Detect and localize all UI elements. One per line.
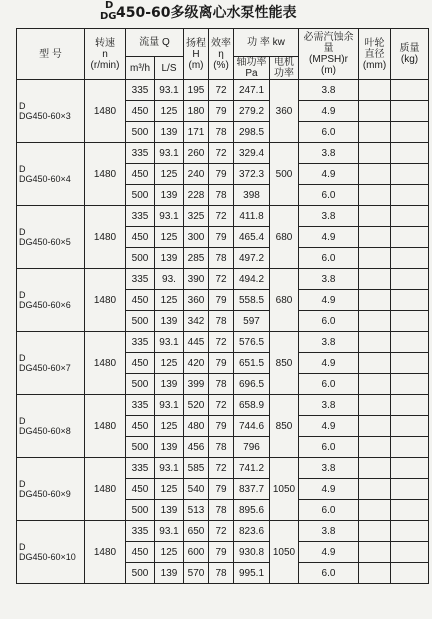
flow-ls-cell: 125 xyxy=(155,479,184,500)
title-text: 450-60多级离心水泵性能表 xyxy=(116,5,297,21)
head-cell: 342 xyxy=(184,311,209,332)
flow-ls-cell: 125 xyxy=(155,164,184,185)
head-cell: 228 xyxy=(184,185,209,206)
speed-cell: 1480 xyxy=(85,269,126,332)
flow-m3h-cell: 335 xyxy=(126,458,155,479)
shaft-power-cell: 411.8 xyxy=(234,206,270,227)
speed-cell: 1480 xyxy=(85,332,126,395)
npsh-cell: 6.0 xyxy=(299,500,359,521)
shaft-power-cell: 279.2 xyxy=(234,101,270,122)
flow-m3h-cell: 335 xyxy=(126,521,155,542)
flow-ls-cell: 125 xyxy=(155,542,184,563)
mass-cell xyxy=(391,374,429,395)
npsh-cell: 3.8 xyxy=(299,143,359,164)
impeller-cell xyxy=(359,458,391,479)
flow-m3h-cell: 450 xyxy=(126,227,155,248)
model-name: DG450-60×5 xyxy=(19,237,71,247)
head-cell: 520 xyxy=(184,395,209,416)
mass-cell xyxy=(391,206,429,227)
header-speed: 转速 n (r/min) xyxy=(85,29,126,80)
flow-ls-cell: 93.1 xyxy=(155,458,184,479)
flow-ls-cell: 139 xyxy=(155,122,184,143)
efficiency-cell: 78 xyxy=(209,374,234,395)
npsh-cell: 3.8 xyxy=(299,458,359,479)
flow-ls-cell: 125 xyxy=(155,101,184,122)
head-cell: 585 xyxy=(184,458,209,479)
shaft-power-cell: 576.5 xyxy=(234,332,270,353)
efficiency-cell: 72 xyxy=(209,521,234,542)
npsh-cell: 3.8 xyxy=(299,395,359,416)
efficiency-cell: 72 xyxy=(209,143,234,164)
flow-ls-cell: 139 xyxy=(155,563,184,584)
mass-cell xyxy=(391,458,429,479)
efficiency-cell: 78 xyxy=(209,437,234,458)
document-title xyxy=(100,2,297,24)
header-npsh: 必需汽蚀余量 (MPSH)r (m) xyxy=(299,29,359,80)
shaft-power-cell: 597 xyxy=(234,311,270,332)
impeller-cell xyxy=(359,479,391,500)
head-cell: 300 xyxy=(184,227,209,248)
mass-cell xyxy=(391,479,429,500)
model-prefix: D xyxy=(19,164,26,174)
npsh-cell: 6.0 xyxy=(299,311,359,332)
npsh-cell: 4.9 xyxy=(299,479,359,500)
flow-ls-cell: 139 xyxy=(155,185,184,206)
npsh-cell: 4.9 xyxy=(299,542,359,563)
shaft-power-cell: 497.2 xyxy=(234,248,270,269)
table-row xyxy=(17,332,429,353)
model-prefix: D xyxy=(19,101,26,111)
mass-cell xyxy=(391,164,429,185)
efficiency-cell: 72 xyxy=(209,395,234,416)
header-mass: 质量 (kg) xyxy=(391,29,429,80)
flow-ls-cell: 125 xyxy=(155,290,184,311)
impeller-cell xyxy=(359,563,391,584)
mass-cell xyxy=(391,122,429,143)
efficiency-cell: 79 xyxy=(209,416,234,437)
shaft-power-cell: 837.7 xyxy=(234,479,270,500)
efficiency-cell: 78 xyxy=(209,248,234,269)
motor-power-cell: 1050 xyxy=(270,458,299,521)
flow-m3h-cell: 500 xyxy=(126,563,155,584)
impeller-cell xyxy=(359,80,391,101)
efficiency-cell: 78 xyxy=(209,311,234,332)
npsh-cell: 4.9 xyxy=(299,290,359,311)
header-flow: 流量 Q xyxy=(126,29,184,57)
model-prefix: D xyxy=(19,416,26,426)
impeller-cell xyxy=(359,143,391,164)
flow-m3h-cell: 500 xyxy=(126,185,155,206)
header-model: 型 号 xyxy=(17,29,85,80)
model-prefix: D xyxy=(19,290,26,300)
title-prefix xyxy=(100,2,116,24)
impeller-cell xyxy=(359,101,391,122)
impeller-cell xyxy=(359,311,391,332)
table-row xyxy=(17,80,429,101)
table-row xyxy=(17,269,429,290)
title-prefix-top: D xyxy=(105,0,114,11)
motor-power-cell: 680 xyxy=(270,206,299,269)
flow-ls-cell: 93. xyxy=(155,269,184,290)
shaft-power-cell: 558.5 xyxy=(234,290,270,311)
flow-m3h-cell: 500 xyxy=(126,122,155,143)
shaft-power-cell: 494.2 xyxy=(234,269,270,290)
mass-cell xyxy=(391,521,429,542)
efficiency-cell: 79 xyxy=(209,479,234,500)
flow-ls-cell: 139 xyxy=(155,248,184,269)
impeller-cell xyxy=(359,332,391,353)
head-cell: 445 xyxy=(184,332,209,353)
flow-ls-cell: 139 xyxy=(155,500,184,521)
shaft-power-cell: 465.4 xyxy=(234,227,270,248)
head-cell: 325 xyxy=(184,206,209,227)
shaft-power-cell: 744.6 xyxy=(234,416,270,437)
mass-cell xyxy=(391,353,429,374)
flow-ls-cell: 93.1 xyxy=(155,521,184,542)
npsh-cell: 6.0 xyxy=(299,248,359,269)
flow-ls-cell: 93.1 xyxy=(155,395,184,416)
speed-cell: 1480 xyxy=(85,143,126,206)
impeller-cell xyxy=(359,269,391,290)
shaft-power-cell: 651.5 xyxy=(234,353,270,374)
speed-cell: 1480 xyxy=(85,80,126,143)
performance-table xyxy=(16,28,429,584)
npsh-cell: 6.0 xyxy=(299,437,359,458)
flow-ls-cell: 139 xyxy=(155,311,184,332)
model-name: DG450-60×7 xyxy=(19,363,71,373)
header-head: 扬程 H (m) xyxy=(184,29,209,80)
table-row xyxy=(17,395,429,416)
npsh-cell: 4.9 xyxy=(299,416,359,437)
motor-power-cell: 680 xyxy=(270,269,299,332)
model-cell xyxy=(17,269,85,332)
impeller-cell xyxy=(359,374,391,395)
header-motor-power: 电机 功率 xyxy=(270,57,299,80)
motor-power-cell: 850 xyxy=(270,332,299,395)
speed-cell: 1480 xyxy=(85,521,126,584)
npsh-cell: 6.0 xyxy=(299,374,359,395)
shaft-power-cell: 398 xyxy=(234,185,270,206)
mass-cell xyxy=(391,185,429,206)
shaft-power-cell: 247.1 xyxy=(234,80,270,101)
head-cell: 180 xyxy=(184,101,209,122)
efficiency-cell: 79 xyxy=(209,542,234,563)
speed-cell: 1480 xyxy=(85,458,126,521)
npsh-cell: 6.0 xyxy=(299,563,359,584)
motor-power-cell: 500 xyxy=(270,143,299,206)
mass-cell xyxy=(391,437,429,458)
flow-m3h-cell: 335 xyxy=(126,206,155,227)
speed-cell: 1480 xyxy=(85,206,126,269)
flow-m3h-cell: 335 xyxy=(126,269,155,290)
head-cell: 480 xyxy=(184,416,209,437)
flow-m3h-cell: 450 xyxy=(126,542,155,563)
npsh-cell: 3.8 xyxy=(299,332,359,353)
impeller-cell xyxy=(359,185,391,206)
npsh-cell: 6.0 xyxy=(299,122,359,143)
efficiency-cell: 78 xyxy=(209,563,234,584)
impeller-cell xyxy=(359,437,391,458)
mass-cell xyxy=(391,332,429,353)
shaft-power-cell: 658.9 xyxy=(234,395,270,416)
mass-cell xyxy=(391,311,429,332)
mass-cell xyxy=(391,80,429,101)
model-name: DG450-60×6 xyxy=(19,300,71,310)
title-prefix-bottom: DG xyxy=(100,11,117,22)
head-cell: 513 xyxy=(184,500,209,521)
impeller-cell xyxy=(359,500,391,521)
flow-ls-cell: 125 xyxy=(155,227,184,248)
flow-m3h-cell: 450 xyxy=(126,416,155,437)
shaft-power-cell: 372.3 xyxy=(234,164,270,185)
flow-m3h-cell: 450 xyxy=(126,101,155,122)
mass-cell xyxy=(391,416,429,437)
impeller-cell xyxy=(359,521,391,542)
head-cell: 195 xyxy=(184,80,209,101)
impeller-cell xyxy=(359,353,391,374)
shaft-power-cell: 696.5 xyxy=(234,374,270,395)
efficiency-cell: 72 xyxy=(209,458,234,479)
head-cell: 420 xyxy=(184,353,209,374)
npsh-cell: 4.9 xyxy=(299,227,359,248)
efficiency-cell: 72 xyxy=(209,80,234,101)
shaft-power-cell: 995.1 xyxy=(234,563,270,584)
flow-m3h-cell: 450 xyxy=(126,353,155,374)
model-prefix: D xyxy=(19,479,26,489)
mass-cell xyxy=(391,143,429,164)
model-name: DG450-60×8 xyxy=(19,426,71,436)
npsh-cell: 3.8 xyxy=(299,80,359,101)
npsh-cell: 4.9 xyxy=(299,101,359,122)
npsh-cell: 4.9 xyxy=(299,164,359,185)
efficiency-cell: 72 xyxy=(209,332,234,353)
efficiency-cell: 78 xyxy=(209,122,234,143)
flow-m3h-cell: 335 xyxy=(126,143,155,164)
head-cell: 260 xyxy=(184,143,209,164)
model-name: DG450-60×10 xyxy=(19,552,76,562)
mass-cell xyxy=(391,500,429,521)
shaft-power-cell: 895.6 xyxy=(234,500,270,521)
mass-cell xyxy=(391,542,429,563)
flow-ls-cell: 93.1 xyxy=(155,206,184,227)
model-cell xyxy=(17,395,85,458)
flow-m3h-cell: 450 xyxy=(126,479,155,500)
mass-cell xyxy=(391,290,429,311)
flow-m3h-cell: 335 xyxy=(126,332,155,353)
head-cell: 600 xyxy=(184,542,209,563)
header-power: 功 率 kw xyxy=(234,29,299,57)
impeller-cell xyxy=(359,164,391,185)
table-row xyxy=(17,458,429,479)
shaft-power-cell: 930.8 xyxy=(234,542,270,563)
flow-m3h-cell: 500 xyxy=(126,374,155,395)
table-row xyxy=(17,521,429,542)
impeller-cell xyxy=(359,227,391,248)
flow-m3h-cell: 450 xyxy=(126,290,155,311)
model-cell xyxy=(17,80,85,143)
efficiency-cell: 72 xyxy=(209,269,234,290)
table-row xyxy=(17,143,429,164)
impeller-cell xyxy=(359,290,391,311)
header-impeller: 叶轮 直径 (mm) xyxy=(359,29,391,80)
npsh-cell: 4.9 xyxy=(299,353,359,374)
npsh-cell: 6.0 xyxy=(299,185,359,206)
shaft-power-cell: 741.2 xyxy=(234,458,270,479)
head-cell: 171 xyxy=(184,122,209,143)
flow-ls-cell: 93.1 xyxy=(155,143,184,164)
mass-cell xyxy=(391,248,429,269)
shaft-power-cell: 796 xyxy=(234,437,270,458)
impeller-cell xyxy=(359,416,391,437)
motor-power-cell: 850 xyxy=(270,395,299,458)
model-cell xyxy=(17,458,85,521)
model-cell xyxy=(17,143,85,206)
flow-m3h-cell: 335 xyxy=(126,80,155,101)
efficiency-cell: 79 xyxy=(209,101,234,122)
flow-ls-cell: 139 xyxy=(155,374,184,395)
npsh-cell: 3.8 xyxy=(299,206,359,227)
flow-m3h-cell: 500 xyxy=(126,311,155,332)
npsh-cell: 3.8 xyxy=(299,269,359,290)
efficiency-cell: 79 xyxy=(209,164,234,185)
impeller-cell xyxy=(359,206,391,227)
flow-ls-cell: 125 xyxy=(155,416,184,437)
flow-m3h-cell: 500 xyxy=(126,437,155,458)
head-cell: 650 xyxy=(184,521,209,542)
impeller-cell xyxy=(359,395,391,416)
mass-cell xyxy=(391,563,429,584)
mass-cell xyxy=(391,101,429,122)
model-name: DG450-60×4 xyxy=(19,174,71,184)
head-cell: 456 xyxy=(184,437,209,458)
head-cell: 540 xyxy=(184,479,209,500)
flow-m3h-cell: 335 xyxy=(126,395,155,416)
head-cell: 285 xyxy=(184,248,209,269)
impeller-cell xyxy=(359,542,391,563)
header-shaft-power: 轴功率 Pa xyxy=(234,57,270,80)
efficiency-cell: 79 xyxy=(209,290,234,311)
model-cell xyxy=(17,206,85,269)
model-name: DG450-60×9 xyxy=(19,489,71,499)
header-efficiency: 效率 η (%) xyxy=(209,29,234,80)
flow-ls-cell: 125 xyxy=(155,353,184,374)
flow-m3h-cell: 500 xyxy=(126,500,155,521)
flow-ls-cell: 139 xyxy=(155,437,184,458)
shaft-power-cell: 329.4 xyxy=(234,143,270,164)
shaft-power-cell: 298.5 xyxy=(234,122,270,143)
impeller-cell xyxy=(359,248,391,269)
speed-cell: 1480 xyxy=(85,395,126,458)
head-cell: 390 xyxy=(184,269,209,290)
head-cell: 240 xyxy=(184,164,209,185)
model-prefix: D xyxy=(19,353,26,363)
model-prefix: D xyxy=(19,542,26,552)
mass-cell xyxy=(391,395,429,416)
header-flow-m3h: m³/h xyxy=(126,57,155,80)
efficiency-cell: 79 xyxy=(209,353,234,374)
head-cell: 360 xyxy=(184,290,209,311)
flow-m3h-cell: 500 xyxy=(126,248,155,269)
mass-cell xyxy=(391,269,429,290)
motor-power-cell: 1050 xyxy=(270,521,299,584)
npsh-cell: 3.8 xyxy=(299,521,359,542)
efficiency-cell: 78 xyxy=(209,500,234,521)
flow-ls-cell: 93.1 xyxy=(155,332,184,353)
shaft-power-cell: 823.6 xyxy=(234,521,270,542)
table-row xyxy=(17,206,429,227)
mass-cell xyxy=(391,227,429,248)
efficiency-cell: 72 xyxy=(209,206,234,227)
model-cell xyxy=(17,521,85,584)
flow-ls-cell: 93.1 xyxy=(155,80,184,101)
efficiency-cell: 79 xyxy=(209,227,234,248)
model-cell xyxy=(17,332,85,395)
efficiency-cell: 78 xyxy=(209,185,234,206)
flow-m3h-cell: 450 xyxy=(126,164,155,185)
impeller-cell xyxy=(359,122,391,143)
head-cell: 570 xyxy=(184,563,209,584)
head-cell: 399 xyxy=(184,374,209,395)
model-prefix: D xyxy=(19,227,26,237)
motor-power-cell: 360 xyxy=(270,80,299,143)
header-flow-ls: L/S xyxy=(155,57,184,80)
model-name: DG450-60×3 xyxy=(19,111,71,121)
